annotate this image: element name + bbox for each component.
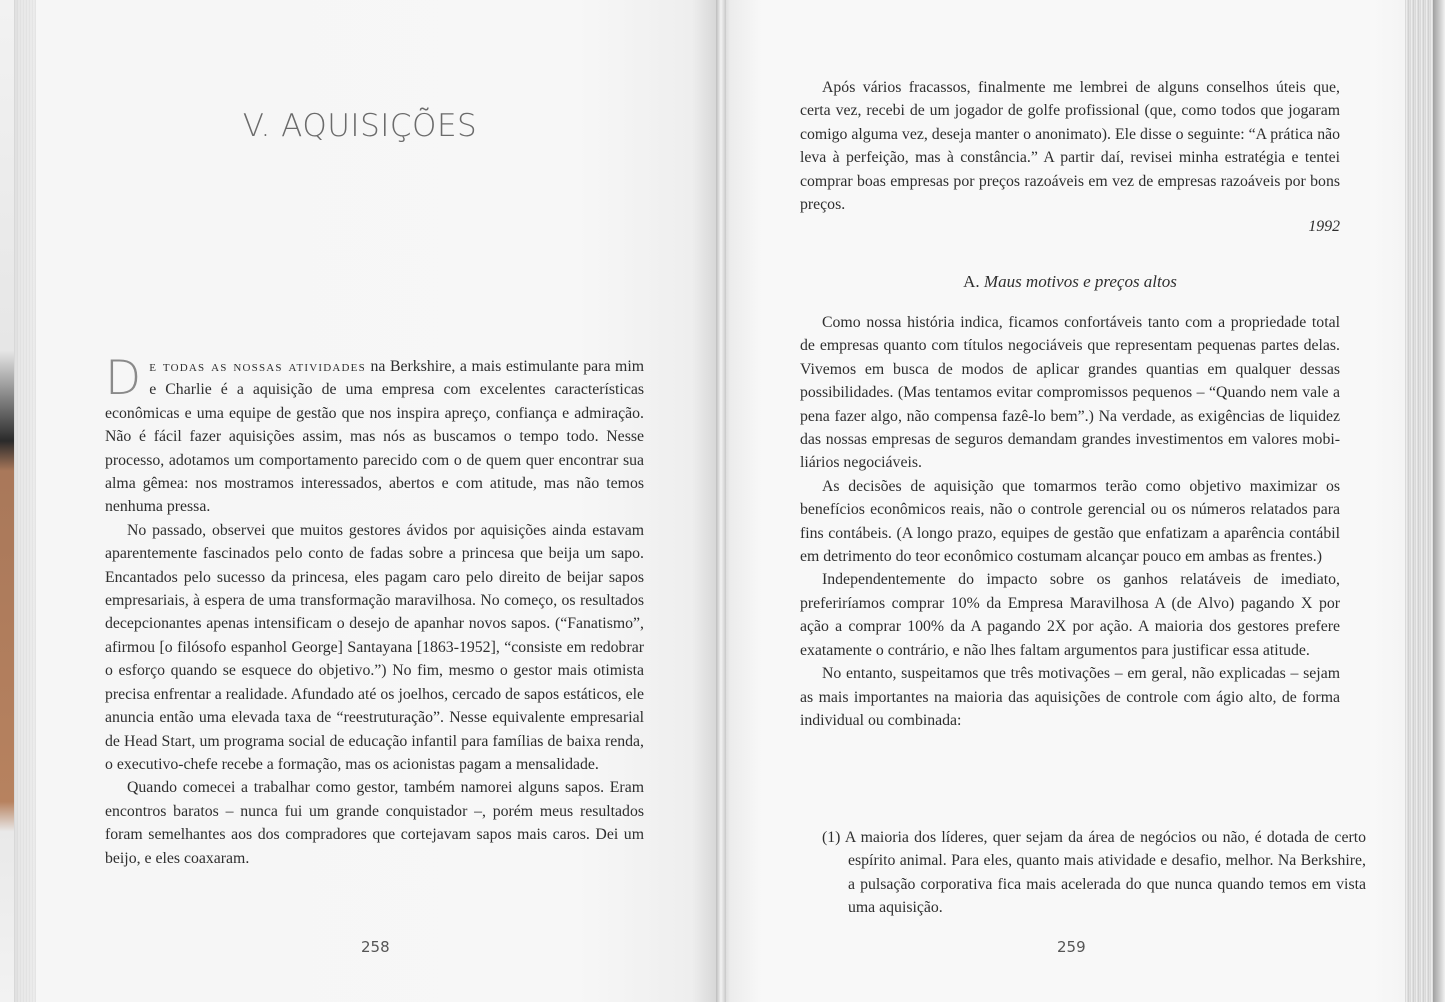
opening-paragraph [105, 351, 644, 519]
paragraph: No entanto, suspeitamos que três motivações – em geral, não explicadas – sejam as mais importantes na maioria das aquisições de controle com ágio alto, de forma individual ou combinada: [800, 665, 1340, 729]
paragraph: Independentemente do impacto sobre os ganhos relatáveis de imediato, preferiríamos comprar 10% da Empresa Maravilhosa A (de Alvo) pagando X por ação a comprar 100% da A pagando 2X por ação. A maioria dos gestores prefere exatamente o contrário, e não lhes faltam argumentos para justificar essa atitude. [800, 571, 1340, 659]
opening-smallcaps: e todas as nossas atividades [149, 358, 366, 375]
paragraph: No passado, observei que muitos gestores ávidos por aquisições ainda estavam aparentemente fascinados pelo conto de fadas sobre a princesa que beija um sapo. Encantados pelo sucesso da princesa, eles pagam caro pelo direito de beijar sapos empresariais, à espera de uma transformação maravilhosa. No começo, os resultados decepcionantes apenas intensificam o desejo de apanhar novos sapos. (“Fanatismo”, afirmou [o filósofo espanhol George] Santayana [1863-1952], “consiste em redobrar o esforço quando se esquece do objetivo.”) No fim, mesmo o gestor mais otimista precisa enfrentar a realidade. Afundado até os joelhos, cercado de sapos estáticos, ele anuncia então uma elevada taxa de “reestruturação”. Nesse equivalente empresarial de Head Start, um programa social de educação infantil para famílias de baixa renda, o executivo-chefe recebe a formação, mas os acionistas pagam a mensalidade. [105, 521, 644, 773]
book-gutter [716, 0, 726, 1002]
paragraph: Quando comecei a trabalhar como gestor, também namorei alguns sapos. Eram encontros baratos – nunca fui um grande conquistador –, porém meus resultados foram semelhantes aos dos compradores que cortejavam sapos mais caros. Dei um beijo, e eles coaxaram. [105, 779, 644, 867]
right-page-edges [1405, 0, 1445, 1002]
page-number-right: 259 [1057, 938, 1086, 956]
right-page-opening [800, 76, 1340, 216]
paragraph: As decisões de aquisição que tomarmos terão como objetivo maximizar os benefícios econômicos reais, não o controle gerencial ou os números relatados para fins contábeis. (A longo prazo, equipes de gestão que enfatizam a aparência contábil em detrimento do teor econômico costumam alcançar pouco em ambas as frentes.) [800, 477, 1340, 566]
paragraph: Após vários fracassos, finalmente me lembrei de alguns conselhos úteis que, certa vez, recebi de um jogador de golfe profissional (que, como todos que jogaram comigo alguma vez, deseja manter o anonimato). Ele disse o seguinte: “A prática não leva à perfeição, mas à constância.” A partir daí, revisei minha estratégia e tentei comprar boas empresas por preços razoáveis em vez de empresas razoáveis por bons preços. [800, 79, 1340, 214]
section-title: Maus motivos e preços altos [983, 272, 1177, 291]
list-item [822, 826, 1366, 920]
page-number-left: 258 [361, 938, 390, 956]
list-item-text: A maioria dos líderes, quer sejam da área de negócios ou não, é dotada de certo espírito animal. Para eles, quanto mais atividade e desafio, melhor. Na Berkshire, a pulsação corporativa fica mais acelerada do que nunca quando temos em vista uma aquisição. [844, 829, 1367, 917]
list-marker: (1) [822, 829, 841, 846]
drop-cap: D [105, 351, 142, 406]
chapter-title: V. AQUISIÇÕES [242, 108, 478, 144]
paragraph: Como nossa história indica, ficamos confortáveis tanto com a propriedade total de empresas quanto com títulos negociáveis que representam pequenas partes delas. Vivemos em busca de modos de aplicar grandes quantias em qualquer dessas possibilidades. (Mas tentamos evitar compromissos pequenos – “Quando nem vale a pena fazer algo, não compensa fazê-lo bem”.) Na verdade, as exigências de liquidez das nossas empresas de seguros demandam grandes investimentos em valores mobiliários negociáveis. [800, 314, 1340, 472]
left-page-edges [14, 0, 36, 1002]
section-letter: A. [963, 272, 980, 291]
left-page-body [105, 351, 644, 870]
background-strip [0, 0, 14, 1002]
year-citation: 1992 [1308, 218, 1340, 235]
section-heading [800, 272, 1340, 292]
opening-paragraph-text: na Berkshire, a mais estimulante para mim e Charlie é a aquisição de uma empresa com excelentes características econômicas e uma equipe de gestão que nos inspira apreço, confiança e admiração. Não é fácil fazer aquisições assim, mas nós as buscamos o tempo todo. Nesse processo, adotamos um comportamento parecido com o de quem quer encontrar sua alma gêmea: nos mostramos interessados, abertos e com atitude, mas não temos nenhuma pressa. [105, 358, 644, 516]
right-page-body [800, 311, 1340, 732]
